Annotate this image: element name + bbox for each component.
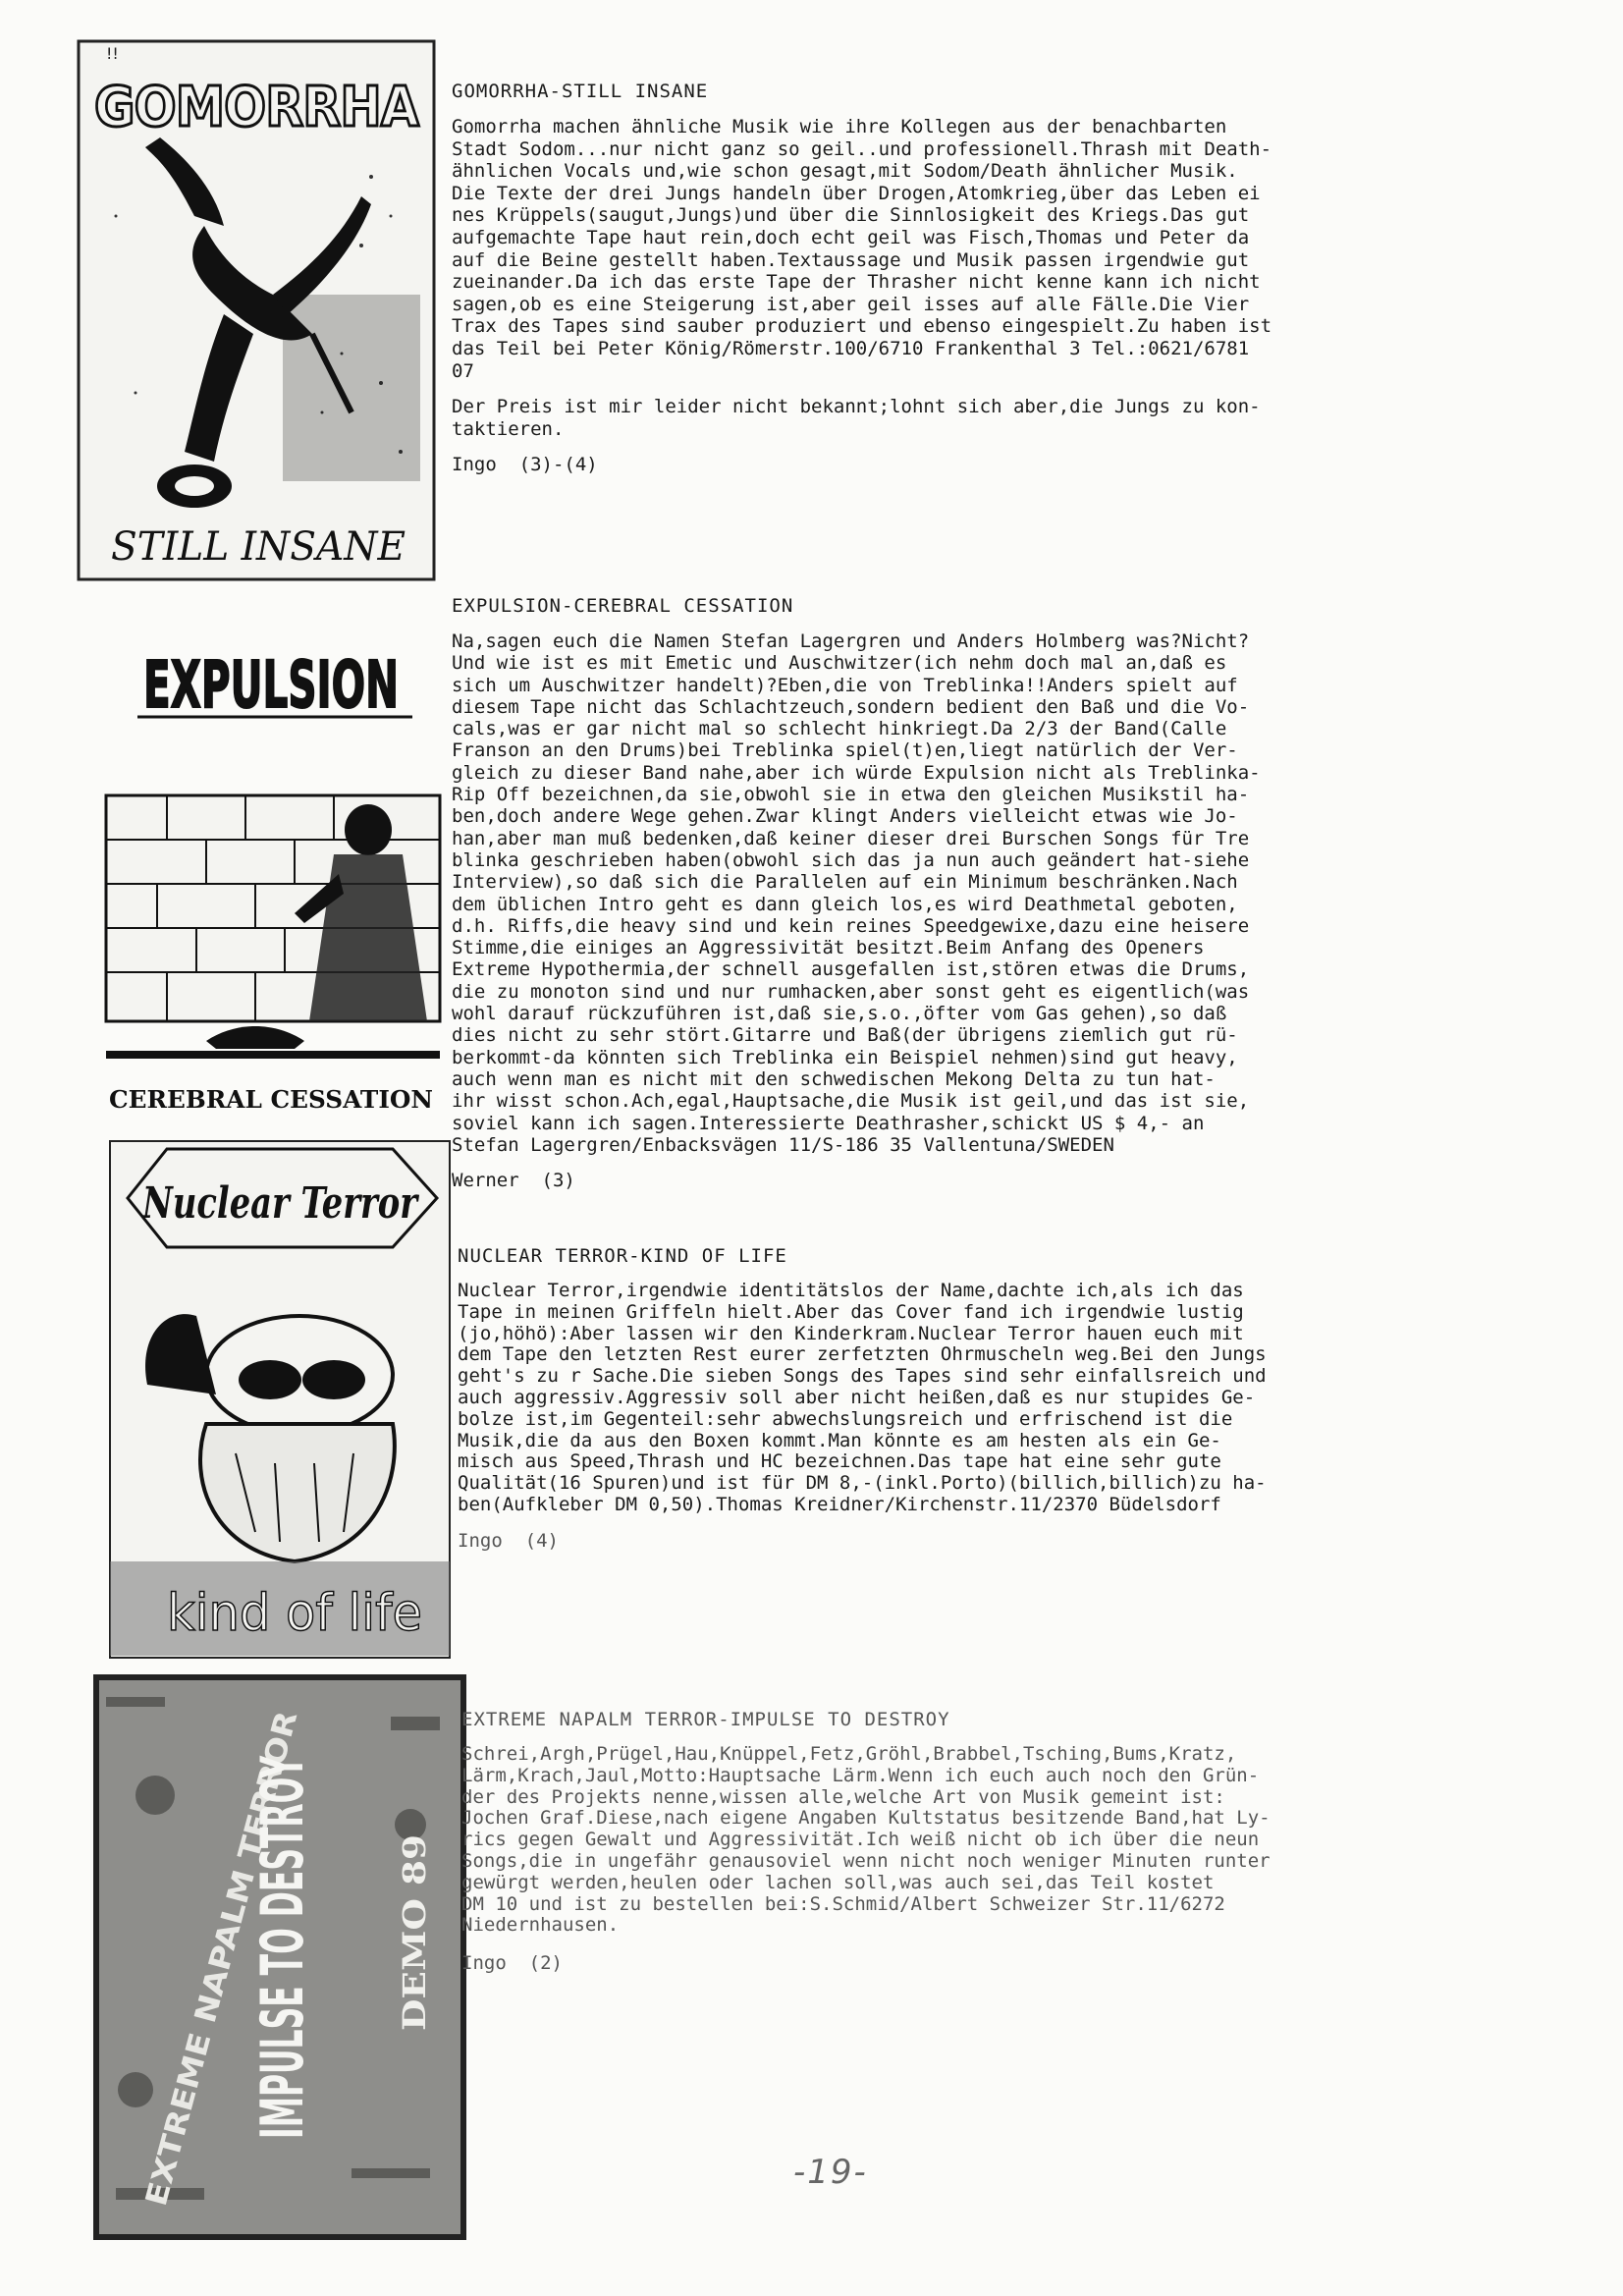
review-expulsion xyxy=(452,595,1443,1191)
gomorrha-logo: GOMORRHA xyxy=(94,76,420,139)
review-paragraph: Nuclear Terror,irgendwie identitätslos der Name,dachte ich,als ich das Tape in meinen Griffeln hielt.Aber das Cover fand ich irgendwie lustig (jo,höhö):Aber lassen wir den Kinderkram.Nuclear Terror hauen euch mit dem Tape den letzten Rest eurer zerfetzten Ohrmuscheln weg.Bei den Jungs geht's zu r Sache.Die sieben Songs des Tapes sind sehr einfallsreich und auch aggressiv.Aggressiv soll aber nicht heißen,daß es nur stupides Ge- bolze ist,im Gegenteil:sehr abwechslungsreich und erfrischend ist die Musik,die da aus den Boxen kommt.Man könnte es am hesten als ein Ge- misch aus Speed,Thrash und HC bezeichnen.Das tape hat eine sehr gute Qualität(16 Spuren)und ist für DM 8,-(inkl.Porto)(billich,billich)zu ha- ben(Aufkleber DM 0,50).Thomas Kreidner/Kirchenstr.11/2370 Büdelsdorf xyxy=(458,1280,1267,1515)
expulsion-logo: EXPULSION xyxy=(143,647,399,723)
review-paragraph: Schrei,Argh,Prügel,Hau,Knüppel,Fetz,Gröhl,Brabbel,Tsching,Bums,Kratz, Lärm,Krach,Jaul,Motto:Hauptsache Lärm.Wenn ich euch auch noch den Grün- der des Projekts nenne,wissen alle,welche Art von Musik gemeint ist: Jochen Graf.Diese,nach eigene Angaben Kultstatus besitzende Band,hat Ly- rics gegen Gewalt und Aggressivität.Ich weiß nicht ob ich über die neun Songs,die in ungefähr genausoviel wenn nicht noch weniger Minuten runter gewürgt werden,heulen oder lachen soll,was auch sei,das Teil kostet DM 10 und ist zu bestellen bei:S.Schmid/Albert Schweizer Str.11/6272 Niedernhausen. xyxy=(461,1743,1271,1937)
review-signature: Werner (3) xyxy=(452,1170,575,1192)
review-extreme-napalm-terror xyxy=(461,1709,1453,1974)
extreme-napalm-terror-logo: EXTREME NAPALM TERROR xyxy=(138,1770,289,2211)
gomorrha-cover xyxy=(77,39,436,581)
nuclear-terror-logo: Nuclear Terror xyxy=(140,1178,420,1229)
review-signature: Ingo (3)-(4) xyxy=(452,454,598,476)
review-gomorrha xyxy=(452,81,1443,475)
review-paragraph: Na,sagen euch die Namen Stefan Lagergren und Anders Holmberg was?Nicht? Und wie ist es mit Emetic und Auschwitzer(ich nehm doch mal an,daß es sich um Auschwitzer handelt)?Eben,die von Treblinka!!Anders spielt auf diesem Tape nicht das Schlachtzeuch,sondern bedient den Baß und die Vo- cals,was er gar nicht mal so schlecht hinkriegt.Da 2/3 der Band(Calle Franson an den Drums)bei Treblinka spiel(t)en,liegt natürlich der Ver- gleich zu dieser Band nahe,aber ich würde Expulsion nicht als Treblinka- Rip Off bezeichnen,da sie,obwohl sie in etwa den gleichen Musikstil ha- ben,doch andere Wege gehen.Zwar klingt Anders vielleicht etwas wie Jo- han,aber man muß bedenken,daß keiner dieser drei Burschen Songs für Tre blinka geschrieben haben(obwohl sich das ja nun auch geändert hat-siehe Interview),so daß sich die Parallelen auf ein Minimum beschränken.Nach dem üblichen Intro geht es dann gleich los,es wird Deathmetal geboten, d.h. Riffs,die heavy sind und kein reines Speedgewixe,dazu eine heisere Stimme,die einiges an Aggressivität besitzt.Beim Anfang des Openers Extreme Hypothermia,der schnell ausgefallen ist,stören etwas die Drums, die zu monoton sind und nur rumhacken,aber sonst geht es eigentlich(was wohl darauf rückzuführen ist,daß sie,s.o.,öfter vom Gas gehen),so daß dies nicht zu sehr stört.Gitarre und Baß(der übrigens ziemlich gut rü- berkommt-da könnten sich Treblinka ein Beispiel nehmen)sind gut heavy, auch wenn man es nicht mit den schwedischen Mekong Delta zu tun hat- ihr wisst schon.Ach,egal,Hauptsache,die Musik ist geil,und das ist sie, soviel kann ich sagen.Interessierte Deathrasher,schickt US $ 4,- an Stefan Lagergren/Enbacksvägen 11/S-186 35 Vallentuna/SWEDEN xyxy=(452,630,1261,1156)
review-paragraph: Gomorrha machen ähnliche Musik wie ihre Kollegen aus der benachbarten Stadt Sodom...nur nicht ganz so geil..und professionell.Thrash mit Death- ähnlichen Vocals und,wie schon gesagt,mit Sodom/Death ähnlicher Musik. Die Texte der drei Jungs handeln über Drogen,Atomkrieg,über das Leben ei nes Krüppels(saugut,Jungs)und über die Sinnlosigkeit des Kriegs.Das gut aufgemachte Tape haut rein,doch echt geil was Fisch,Thomas und Peter da auf die Beine gestellt haben.Textaussage und Musik passen irgendwie gut zueinander.Da ich das erste Tape der Thrasher nicht kenne kann ich nicht sagen,ob es eine Steigerung ist,aber geil isses auf alle Fälle.Die Vier Trax des Tapes sind sauber produziert und ebenso eingespielt.Zu haben ist das Teil bei Peter König/Römerstr.100/6710 Frankenthal 3 Tel.:0621/6781 07 xyxy=(452,116,1272,382)
extreme-napalm-terror-demo: DEMO 89 xyxy=(396,1862,433,2031)
review-nuclear-terror xyxy=(458,1245,1449,1552)
page-number: -19- xyxy=(793,2153,868,2192)
review-title: GOMORRHA-STILL INSANE xyxy=(452,81,709,102)
alien-with-sunglasses-illustration xyxy=(108,1139,452,1660)
nuclear-terror-caption: kind of life xyxy=(167,1584,422,1643)
review-title: EXTREME NAPALM TERROR-IMPULSE TO DESTROY xyxy=(461,1709,950,1730)
svg-text:!!: !! xyxy=(106,44,119,63)
expulsion-caption: CEREBRAL CESSATION xyxy=(109,1085,433,1114)
review-paragraph: Der Preis ist mir leider nicht bekannt;lohnt sich aber,die Jungs zu kon- taktieren. xyxy=(452,396,1261,440)
expulsion-cover xyxy=(98,619,444,1120)
extreme-napalm-terror-caption: IMPULSE TO DESTROY xyxy=(248,1407,317,2139)
review-signature: Ingo (2) xyxy=(461,1952,563,1975)
skeleton-at-wall-illustration xyxy=(98,619,444,1120)
falling-figure-illustration xyxy=(77,39,436,581)
review-signature: Ingo (4) xyxy=(458,1529,559,1552)
review-title: NUCLEAR TERROR-KIND OF LIFE xyxy=(458,1245,787,1267)
gomorrha-caption: STILL INSANE xyxy=(111,524,406,570)
nuclear-terror-cover xyxy=(108,1139,452,1660)
review-title: EXPULSION-CEREBRAL CESSATION xyxy=(452,595,794,617)
